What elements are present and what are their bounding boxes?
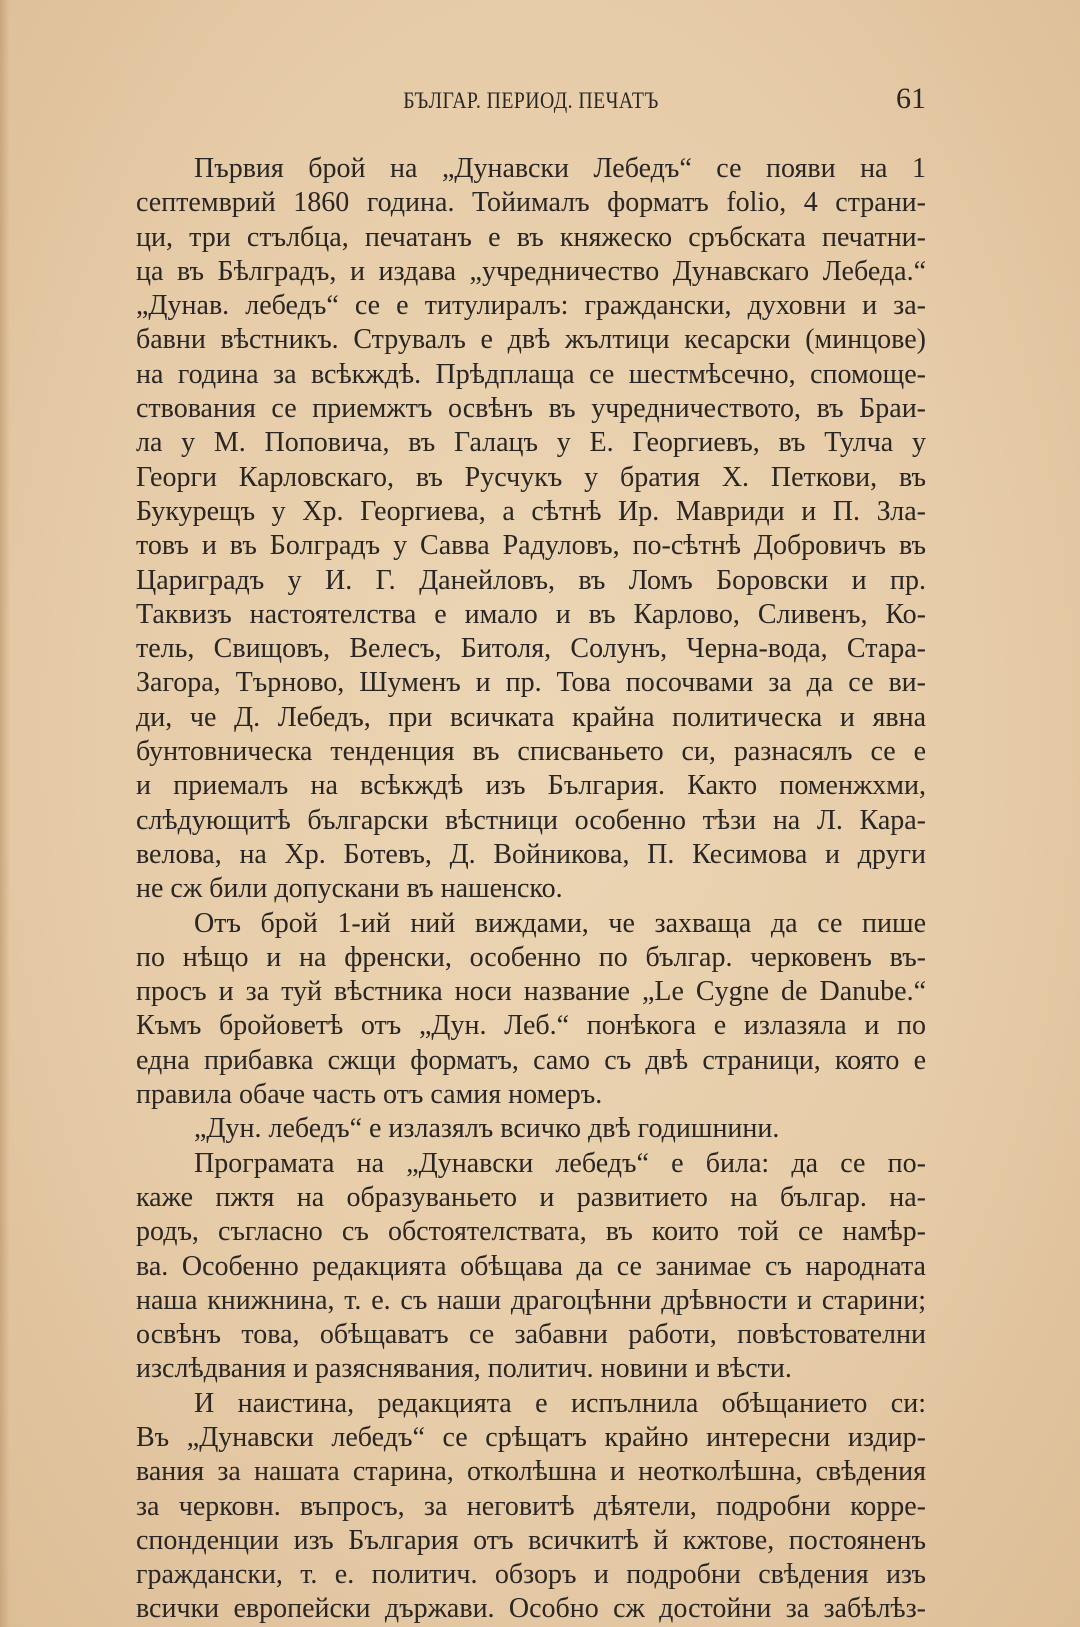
text-line: товъ и въ Болградъ у Савва Радуловъ, по-сѣтнѣ Добровичъ въ [136, 530, 926, 562]
text-line: просъ и за туй вѣстника носи название „Le Cygne de Danube.“ [136, 976, 926, 1008]
text-line: „Дун. лебедъ“ е излазялъ всичко двѣ годишнини. [194, 1113, 780, 1145]
text-line: тель, Свищовъ, Велесъ, Битоля, Солунъ, Черна-вода, Стара- [136, 633, 926, 665]
text-line: Въ „Дунавски лебедъ“ се срѣщатъ крайно интересни издир- [136, 1421, 926, 1453]
text-line: вания за нашата старина, отколѣшна и неотколѣшна, свѣдения [136, 1456, 926, 1488]
text-line: Първия брой на „Дунавски Лебедъ“ се появи на 1 [194, 153, 926, 184]
text-line: Програмата на „Дунавски лебедъ“ е била: да се по- [194, 1147, 926, 1179]
text-line: Загора, Търново, Шуменъ и пр. Това посочвами за да се ви- [136, 667, 926, 699]
text-line: на година за всѣкждѣ. Прѣдплаща се шестмѣсечно, спомоще- [136, 358, 926, 390]
text-line: Букурещъ у Хр. Георгиева, а сѣтнѣ Ир. Мавриди и П. Зла- [136, 495, 926, 527]
text-line: една прибавка сжщи форматъ, само съ двѣ страници, която е [136, 1044, 926, 1076]
text-line: И наистина, редакцията е испълнила обѣщанието си: [194, 1387, 926, 1419]
text-line: ци, три стълбца, печатанъ е въ княжеско сръбската печатни- [136, 221, 926, 253]
text-line: септемврий 1860 година. Тойималъ форматъ folio, 4 страни- [136, 187, 926, 219]
text-line: бунтовническа тенденция въ списваньето си, разнасялъ се е [136, 736, 926, 768]
page-number: 61 [896, 82, 926, 115]
text-line: и приемалъ на всѣкждѣ изъ България. Както поменжхми, [136, 770, 926, 802]
text-line: всички европейски държави. Особно сж достойни за забѣлѣз- [136, 1593, 926, 1625]
running-header [136, 82, 926, 118]
text-line: изслѣдвания и разяснявания, политич. новини и вѣсти. [136, 1353, 792, 1385]
text-line: велова, на Хр. Ботевъ, Д. Войникова, П. Кесимова и други [136, 838, 926, 870]
text-line: слѣдующитѣ български вѣстници особенно тѣзи на Л. Кара- [136, 804, 926, 836]
text-line: не сж били допускани въ нашенско. [136, 873, 563, 905]
text-line: правила обаче часть отъ самия номеръ. [136, 1079, 603, 1111]
text-line: Цариградъ у И. Г. Данейловъ, въ Ломъ Боровски и пр. [136, 564, 926, 596]
text-line: спонденции изъ България отъ всичкитѣ й кжтове, постояненъ [136, 1524, 926, 1556]
text-line: „Дунав. лебедъ“ се е титулиралъ: граждански, духовни и за- [136, 290, 926, 322]
running-title: БЪЛГАР. ПЕРИОД. ПЕЧАТЪ [403, 88, 659, 113]
text-line: ди, че Д. Лебедъ, при всичката крайна политическа и явна [136, 701, 926, 733]
body-text [136, 152, 926, 1627]
text-line: Къмъ бройоветѣ отъ „Дун. Леб.“ понѣкога е излазяла и по [136, 1010, 926, 1042]
text-line: ва. Особенно редакцията обѣщава да се занимае съ народната [136, 1250, 926, 1282]
text-line: наша книжнина, т. е. съ наши драгоцѣнни дрѣвности и старини; [136, 1284, 926, 1316]
text-line: граждански, т. е. политич. обзоръ и подробни свѣдения изъ [136, 1559, 926, 1591]
page-edge-shadow [0, 0, 10, 1627]
text-line: за черковн. въпросъ, за неговитѣ дѣятели, подробни корре- [136, 1490, 926, 1522]
text-line: Таквизъ настоятелства е имало и въ Карлово, Сливенъ, Ко- [136, 598, 926, 630]
text-line: Георги Карловскаго, въ Русчукъ у братия Х. Петкови, въ [136, 461, 926, 493]
text-line: родъ, съгласно съ обстоятелствата, въ които той се намѣр- [136, 1216, 926, 1248]
text-line: ла у М. Поповича, въ Галацъ у Е. Георгиевъ, въ Тулча у [136, 427, 926, 459]
text-line: ствования се приемжтъ освѣнъ въ учредничеството, въ Браи- [136, 393, 926, 425]
text-line: ца въ Бѣлградъ, и издава „учредничество Дунавскаго Лебеда.“ [136, 255, 926, 287]
text-line: Отъ брой 1-ий ний виждами, че захваща да се пише [194, 907, 926, 939]
text-line: по нѣщо и на френски, особенно по българ. черковенъ въ- [136, 941, 926, 973]
text-line: каже пжтя на образуваньето и развитието на българ. на- [136, 1181, 926, 1213]
text-line: бавни вѣстникъ. Струвалъ е двѣ жълтици кесарски (минцове) [136, 324, 926, 356]
text-line: освѣнъ това, обѣщаватъ се забавни работи, повѣстователни [136, 1319, 926, 1351]
